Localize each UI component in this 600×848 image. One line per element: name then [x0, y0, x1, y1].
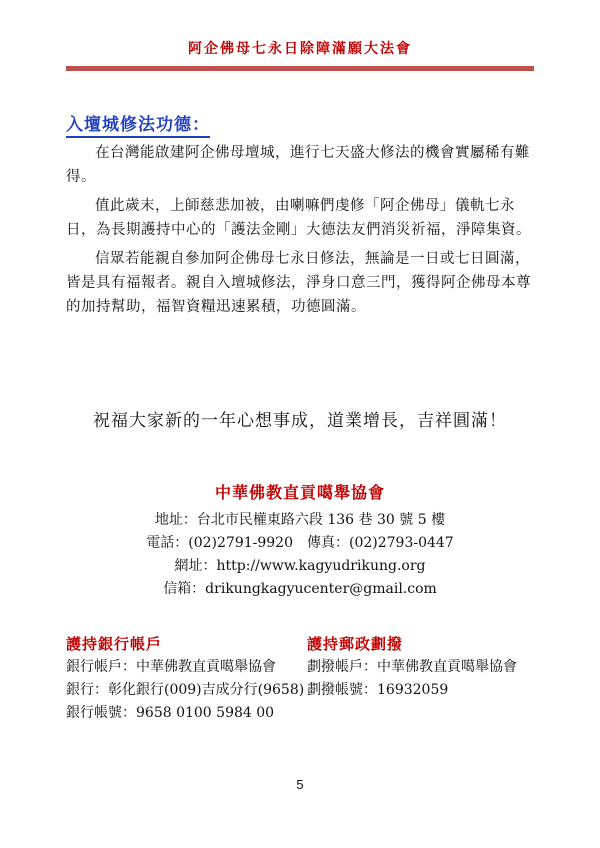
- paragraph-3: 信眾若能親自參加阿企佛母七永日修法，無論是一日或七日圓滿，皆是具有福報者。親自入壇城修法，淨身口意三門，獲得阿企佛母本尊的加持幫助，福智資糧迅速累積，功德圓滿。: [66, 251, 531, 315]
- paragraph-2: 值此歲末，上師慈悲加被，由喇嘛們虔修「阿企佛母」儀軌七永日，為長期護持中心的「護法金剛」大德法友們消災祈福，淨障集資。: [66, 198, 531, 238]
- organization-block: [0, 480, 600, 601]
- organization-address: 地址：台北市民權東路六段 136 巷 30 號 5 樓: [154, 512, 446, 528]
- postal-transfer-block: [307, 633, 517, 702]
- page-number: 5: [296, 777, 304, 792]
- organization-email: 信箱：drikungkagyucenter@gmail.com: [163, 581, 437, 597]
- bank-title: 護持銀行帳戶: [66, 635, 163, 653]
- postal-account-name: 劃撥帳戶：中華佛教直貢噶舉協會: [307, 659, 517, 675]
- section-heading: 入壇城修法功德：: [66, 110, 210, 138]
- bank-account-name: 銀行帳戶：中華佛教直貢噶舉協會: [66, 659, 276, 675]
- organization-website: 網址：http://www.kagyudrikung.org: [174, 558, 426, 574]
- body-paragraphs: [66, 141, 536, 324]
- header-title: 阿企佛母七永日除障滿願大法會: [188, 41, 412, 57]
- organization-name: 中華佛教直貢噶舉協會: [214, 483, 385, 502]
- bank-account-block: [66, 633, 304, 725]
- paragraph-1: 在台灣能啟建阿企佛母壇城，進行七天盛大修法的機會實屬稀有難得。: [66, 145, 530, 185]
- bank-account-number: 銀行帳號：9658 0100 5984 00: [66, 705, 275, 721]
- organization-phone-fax: 電話：(02)2791-9920 傳真：(02)2793-0447: [146, 535, 454, 551]
- postal-title: 護持郵政劃撥: [307, 635, 404, 653]
- bank-name: 銀行：彰化銀行(009)吉成分行(9658): [66, 682, 305, 698]
- blessing-text: 祝福大家新的一年心想事成，道業增長，吉祥圓滿！: [93, 411, 507, 431]
- postal-account-number: 劃撥帳號：16932059: [307, 682, 449, 698]
- header-divider: [66, 66, 534, 71]
